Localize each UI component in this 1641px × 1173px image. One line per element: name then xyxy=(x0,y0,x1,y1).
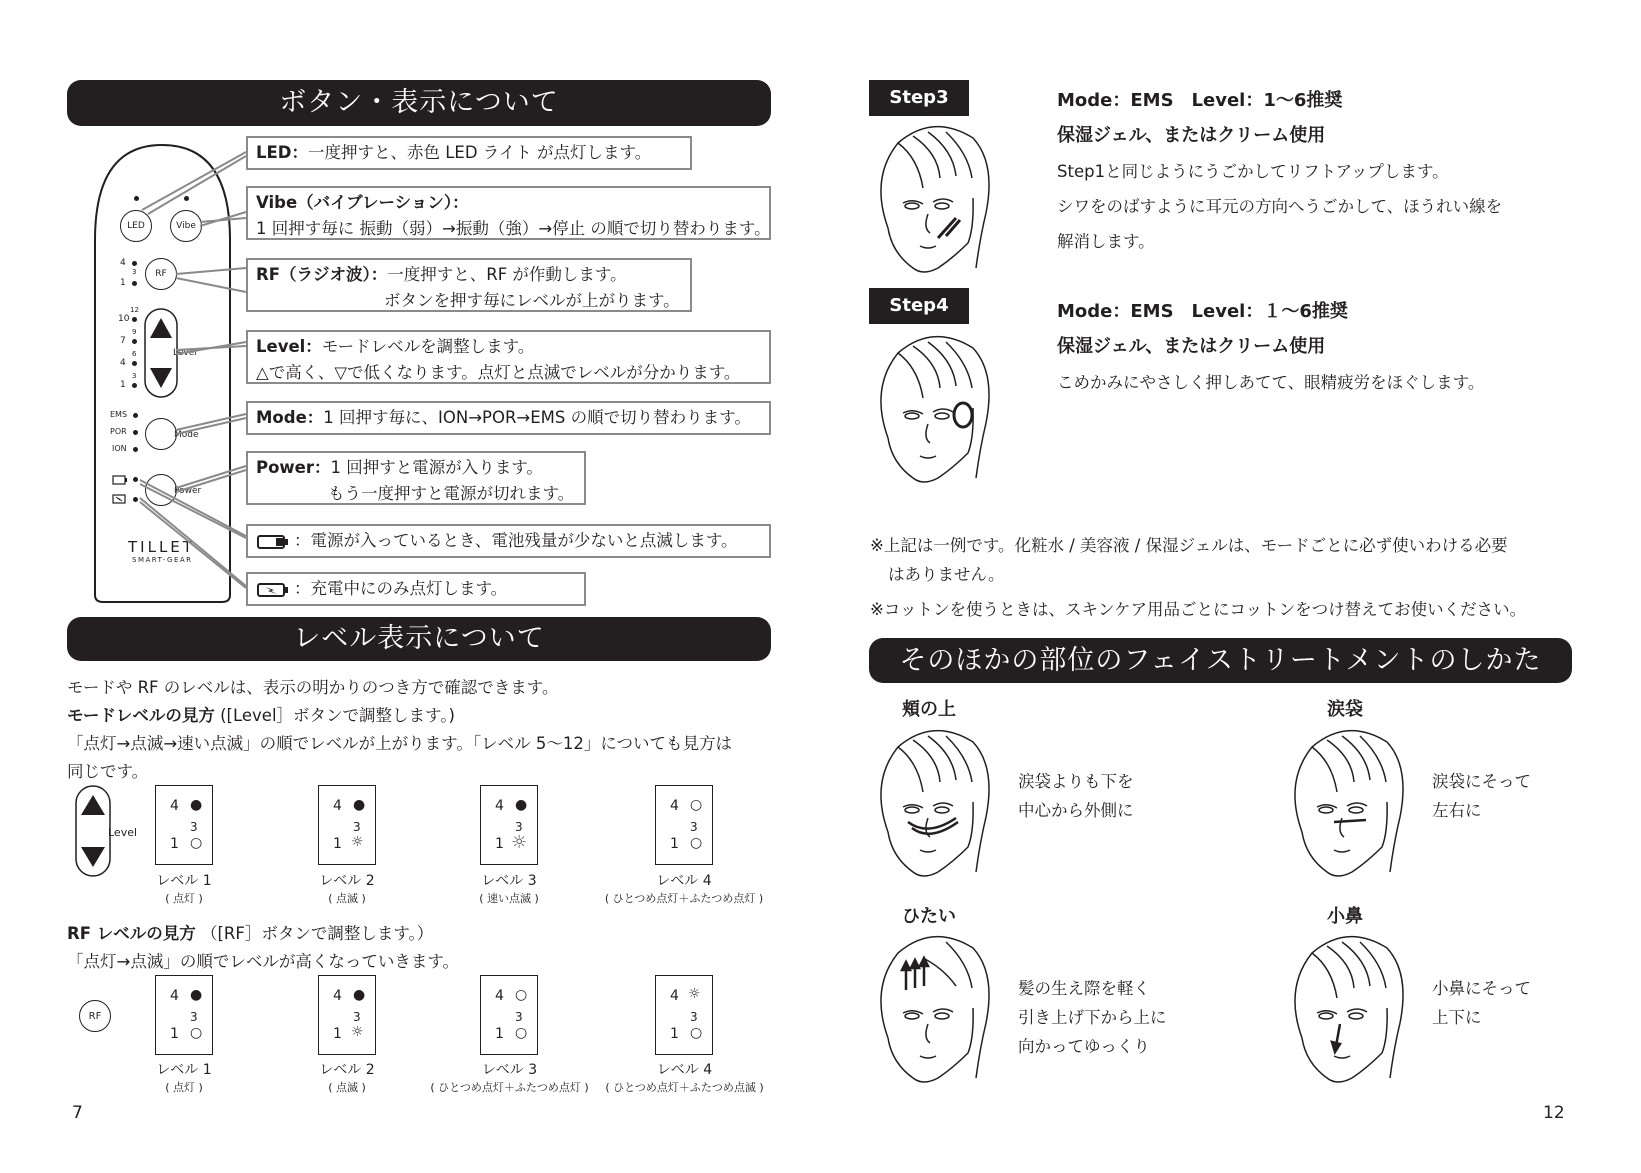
mode-level-desc-1: 「点灯→点滅→速い点滅」の順でレベルが上がります。「レベル 5〜12」についても見方は xyxy=(67,734,732,753)
remote-brand-logo: TILLET xyxy=(128,538,195,556)
mode-level-1-n1: 1 xyxy=(170,836,179,852)
callout-mode xyxy=(246,401,771,435)
note-1: ※上記は一例です。化粧水 / 美容液 / 保湿ジェルは、モードごとに必ず使いわける必要 xyxy=(870,536,1508,555)
note-1-cont: はありません。 xyxy=(888,565,1005,584)
level-mark-7: 7 xyxy=(120,336,126,346)
callout-level-key: Level： xyxy=(256,337,322,356)
level-indicator-4 xyxy=(132,361,137,366)
rf-level-4-label: レベル 4 xyxy=(656,1062,713,1078)
power-button-label: Power xyxy=(174,486,202,496)
level-mark-6: 6 xyxy=(132,350,137,358)
part-tear-trough-line-1: 涙袋にそって xyxy=(1432,772,1531,791)
part-forehead-title: ひたい xyxy=(902,906,956,927)
rf-level-4-s1: ○ xyxy=(690,1025,703,1041)
mode-level-4-sub: ( ひとつめ点灯＋ふたつめ点灯 ) xyxy=(604,892,764,905)
rf-level-4-n3: 3 xyxy=(690,1010,698,1024)
part-tear-trough-line-2: 左右に xyxy=(1432,801,1482,820)
mode-level-4-box xyxy=(655,785,713,865)
level-indicator-1 xyxy=(132,383,137,388)
rf-level-3-caption xyxy=(422,1062,597,1096)
rf-level-4-caption xyxy=(597,1062,772,1096)
mode-level-2-caption xyxy=(297,873,397,907)
vibe-indicator xyxy=(184,196,189,201)
mode-mark-ion: ION xyxy=(112,444,127,453)
rf-level-2-s4: ● xyxy=(353,987,366,1003)
face-illustration-step4 xyxy=(868,328,998,493)
mode-level-2-n4: 4 xyxy=(333,798,342,814)
step4-badge: Step4 xyxy=(869,288,969,324)
rf-level-2-n3: 3 xyxy=(353,1010,361,1024)
mode-level-2-sub: ( 点滅 ) xyxy=(328,892,366,905)
callout-level-text2: △で高く、▽で低くなります。点灯と点滅でレベルが分かります。 xyxy=(256,363,741,382)
rf-level-2-sub: ( 点滅 ) xyxy=(328,1081,366,1094)
part-cheek-line-1: 涙袋よりも下を xyxy=(1018,772,1134,791)
mode-level-3-caption xyxy=(459,873,559,907)
level-button-label: Level xyxy=(173,348,197,358)
rf-level-4-box xyxy=(655,975,713,1055)
level-mark-4: 4 xyxy=(120,358,126,368)
rf-level-1-label: レベル 1 xyxy=(156,1062,212,1078)
callout-charge-text: ：充電中にのみ点灯します。 xyxy=(294,579,508,598)
callout-rf-text2: ボタンを押す毎にレベルが上がります。 xyxy=(384,291,680,310)
callout-power-text2: もう一度押すと電源が切れます。 xyxy=(328,484,575,503)
callout-led-key: LED： xyxy=(256,143,308,162)
rf-level-3-s1: ○ xyxy=(515,1025,528,1041)
rf-level-1-n4: 4 xyxy=(170,988,179,1004)
mode-level-3-box xyxy=(480,785,538,865)
step3-subtitle: 保湿ジェル、またはクリーム使用 xyxy=(1057,125,1326,146)
mode-level-4-s1: ○ xyxy=(690,835,703,851)
mode-level-4-n1: 1 xyxy=(670,836,679,852)
callout-level xyxy=(246,330,771,384)
rf-level-1-n1: 1 xyxy=(170,1026,179,1042)
step4-title: Mode：EMS Level：１〜6推奨 xyxy=(1057,301,1348,322)
mode-level-note: ([Level］ボタンで調整します。) xyxy=(220,706,455,725)
rf-level-3-box xyxy=(480,975,538,1055)
mode-level-2-s4: ● xyxy=(353,797,366,813)
mode-indicator-ems xyxy=(133,413,138,418)
rf-level-1-caption xyxy=(134,1062,234,1096)
rf-level-4-s4: ☼ xyxy=(688,986,701,1002)
rf-level-heading xyxy=(67,920,433,944)
callout-vibe xyxy=(246,186,771,240)
callout-rf-key: RF（ラジオ波）： xyxy=(256,265,388,284)
section-header-other-areas: そのほかの部位のフェイストリートメントのしかた xyxy=(869,638,1572,683)
callout-mode-key: Mode： xyxy=(256,408,324,427)
rf-button-illustration: RF xyxy=(79,1000,111,1032)
mode-button[interactable] xyxy=(145,418,177,450)
rf-level-2-s1: ☼ xyxy=(351,1024,364,1040)
mode-level-2-n3: 3 xyxy=(353,820,361,834)
level-button-illustration-label: Level xyxy=(108,826,138,839)
callout-rf xyxy=(246,258,692,312)
step3-line-2: シワをのばすように耳元の方向へうごかして、ほうれい線を xyxy=(1057,197,1503,216)
mode-indicator-por xyxy=(133,430,138,435)
level-button-illustration xyxy=(75,785,111,877)
part-forehead-line-2: 引き上げ下から上に xyxy=(1018,1008,1167,1027)
led-indicator xyxy=(134,196,139,201)
rf-level-3-n4: 4 xyxy=(495,988,504,1004)
step4-subtitle: 保湿ジェル、またはクリーム使用 xyxy=(1057,336,1326,357)
part-nose-line-2: 上下に xyxy=(1432,1008,1482,1027)
callout-mode-text: 1 回押す毎に、ION→POR→EMS の順で切り替わります。 xyxy=(323,408,751,427)
mode-level-4-s4: ○ xyxy=(690,797,703,813)
mode-level-3-n1: 1 xyxy=(495,836,504,852)
mode-button-label: Mode xyxy=(174,430,199,440)
level-mark-10: 10 xyxy=(118,314,130,324)
mode-level-2-n1: 1 xyxy=(333,836,342,852)
callout-power-key: Power： xyxy=(256,458,331,477)
rf-level-1-box xyxy=(155,975,213,1055)
rf-level-3-label: レベル 3 xyxy=(481,1062,538,1078)
callout-battery xyxy=(246,524,771,558)
mode-level-1-label: レベル 1 xyxy=(156,873,212,889)
mode-level-1-n3: 3 xyxy=(190,820,198,834)
part-forehead-line-3: 向かってゆっくり xyxy=(1018,1037,1150,1056)
page-number-left: 7 xyxy=(72,1103,83,1123)
charging-icon xyxy=(256,582,290,598)
level-intro: モードや RF のレベルは、表示の明かりのつき方で確認できます。 xyxy=(67,678,559,697)
rf-level-2-n4: 4 xyxy=(333,988,342,1004)
rf-button[interactable]: RF xyxy=(145,258,177,290)
part-cheek-title: 頬の上 xyxy=(902,699,956,720)
callout-level-text: モードレベルを調整します。 xyxy=(321,337,535,356)
mode-level-2-box xyxy=(318,785,376,865)
callout-vibe-key: Vibe（バイブレーション）： xyxy=(256,193,469,212)
callout-power xyxy=(246,451,586,505)
level-mark-1: 1 xyxy=(120,380,126,390)
part-nose-line-1: 小鼻にそって xyxy=(1432,979,1531,998)
rf-level-1-n3: 3 xyxy=(190,1010,198,1024)
face-illustration-step3 xyxy=(868,118,998,283)
mode-mark-por: POR xyxy=(110,427,127,436)
mode-level-3-sub: ( 速い点滅 ) xyxy=(479,892,539,905)
callout-rf-text: 一度押すと、RF が作動します。 xyxy=(387,265,627,284)
callout-battery-text: ：電源が入っているとき、電池残量が少ないと点滅します。 xyxy=(294,531,738,550)
battery-low-icon xyxy=(256,534,290,550)
face-illustration-forehead xyxy=(868,928,998,1093)
rf-level-2-caption xyxy=(297,1062,397,1096)
mode-level-3-n3: 3 xyxy=(515,820,523,834)
rf-level-3-n3: 3 xyxy=(515,1010,523,1024)
rf-mark-1: 1 xyxy=(120,278,126,288)
charge-indicator-dot xyxy=(133,497,138,502)
level-indicator-10 xyxy=(132,317,137,322)
mode-level-3-s4: ● xyxy=(515,797,528,813)
mode-level-2-label: レベル 2 xyxy=(319,873,375,889)
rf-level-title: RF レベルの見方 xyxy=(67,924,196,943)
section-header-buttons: ボタン・表示について xyxy=(67,80,771,126)
callout-power-text: 1 回押すと電源が入ります。 xyxy=(330,458,543,477)
mode-level-3-n4: 4 xyxy=(495,798,504,814)
level-mark-9: 9 xyxy=(132,328,137,336)
mode-level-4-caption xyxy=(594,873,774,907)
rf-level-3-n1: 1 xyxy=(495,1026,504,1042)
rf-level-3-s4: ○ xyxy=(515,987,528,1003)
mode-mark-ems: EMS xyxy=(110,410,128,419)
mode-level-1-s1: ○ xyxy=(190,835,203,851)
led-button[interactable]: LED xyxy=(120,210,152,242)
mode-level-4-n3: 3 xyxy=(690,820,698,834)
rf-level-1-s1: ○ xyxy=(190,1025,203,1041)
section-header-levels: レベル表示について xyxy=(67,617,771,661)
face-illustration-cheek xyxy=(868,722,998,887)
rf-level-desc: 「点灯→点滅」の順でレベルが高くなっていきます。 xyxy=(67,952,460,971)
level-indicator-7 xyxy=(132,339,137,344)
mode-level-4-n4: 4 xyxy=(670,798,679,814)
battery-indicator-dot xyxy=(133,477,138,482)
charge-indicator-icon xyxy=(112,494,128,504)
rf-level-2-box xyxy=(318,975,376,1055)
rf-level-3-sub: ( ひとつめ点灯＋ふたつめ点灯 ) xyxy=(430,1081,589,1094)
rf-level-1-sub: ( 点灯 ) xyxy=(165,1081,203,1094)
mode-level-title: モードレベルの見方 xyxy=(67,706,215,725)
rf-level-2-n1: 1 xyxy=(333,1026,342,1042)
mode-level-heading xyxy=(67,702,455,726)
rf-level-4-n1: 1 xyxy=(670,1026,679,1042)
mode-indicator-ion xyxy=(133,447,138,452)
rf-level-2-label: レベル 2 xyxy=(319,1062,375,1078)
mode-level-desc-2: 同じです。 xyxy=(67,762,149,781)
step3-title: Mode：EMS Level：1〜6推奨 xyxy=(1057,90,1343,111)
note-2: ※コットンを使うときは、スキンケア用品ごとにコットンをつけ替えてお使いください。 xyxy=(870,600,1527,619)
callout-led-text: 一度押すと、赤色 LED ライト が点灯します。 xyxy=(307,143,652,162)
mode-level-1-s4: ● xyxy=(190,797,203,813)
power-button[interactable] xyxy=(145,474,177,506)
rf-level-4-n4: 4 xyxy=(670,988,679,1004)
face-illustration-nose xyxy=(1282,928,1412,1093)
face-illustration-tear-trough xyxy=(1282,722,1412,887)
step4-line-1: こめかみにやさしく押しあてて、眼精疲労をほぐします。 xyxy=(1057,373,1485,392)
rf-level-1-s4: ● xyxy=(190,987,203,1003)
part-tear-trough-title: 涙袋 xyxy=(1327,699,1363,720)
mode-level-3-label: レベル 3 xyxy=(481,873,537,889)
rf-mark-3: 3 xyxy=(132,268,137,276)
battery-indicator-icon xyxy=(112,475,128,485)
step3-line-3: 解消します。 xyxy=(1057,232,1155,251)
mode-level-1-sub: ( 点灯 ) xyxy=(165,892,203,905)
page-number-right: 12 xyxy=(1543,1103,1565,1123)
rf-level-4-sub: ( ひとつめ点灯＋ふたつめ点滅 ) xyxy=(605,1081,764,1094)
level-mark-12: 12 xyxy=(130,306,139,314)
callout-charge xyxy=(246,572,586,606)
vibe-button[interactable]: Vibe xyxy=(170,210,202,242)
rf-indicator-4 xyxy=(132,261,137,266)
step3-line-1: Step1と同じようにうごかしてリフトアップします。 xyxy=(1057,162,1449,181)
rf-level-note: （[RF］ボタンで調整します。） xyxy=(200,924,434,943)
level-mark-3: 3 xyxy=(132,372,137,380)
remote-brand-sub: SMART-GEAR xyxy=(132,556,193,564)
part-nose-title: 小鼻 xyxy=(1327,906,1363,927)
mode-level-1-box xyxy=(155,785,213,865)
mode-level-2-s1: ☼ xyxy=(351,834,364,850)
callout-led xyxy=(246,136,692,170)
mode-level-4-label: レベル 4 xyxy=(656,873,712,889)
mode-level-3-s1: ☼ xyxy=(511,832,528,853)
rf-indicator-1 xyxy=(132,281,137,286)
part-cheek-line-2: 中心から外側に xyxy=(1018,801,1134,820)
step3-badge: Step3 xyxy=(869,80,969,116)
mode-level-1-n4: 4 xyxy=(170,798,179,814)
mode-level-1-caption xyxy=(134,873,234,907)
rf-mark-4: 4 xyxy=(120,258,126,268)
part-forehead-line-1: 髪の生え際を軽く xyxy=(1018,979,1150,998)
callout-vibe-text: 1 回押す毎に 振動（弱）→振動（強）→停止 の順で切り替わります。 xyxy=(256,219,771,238)
